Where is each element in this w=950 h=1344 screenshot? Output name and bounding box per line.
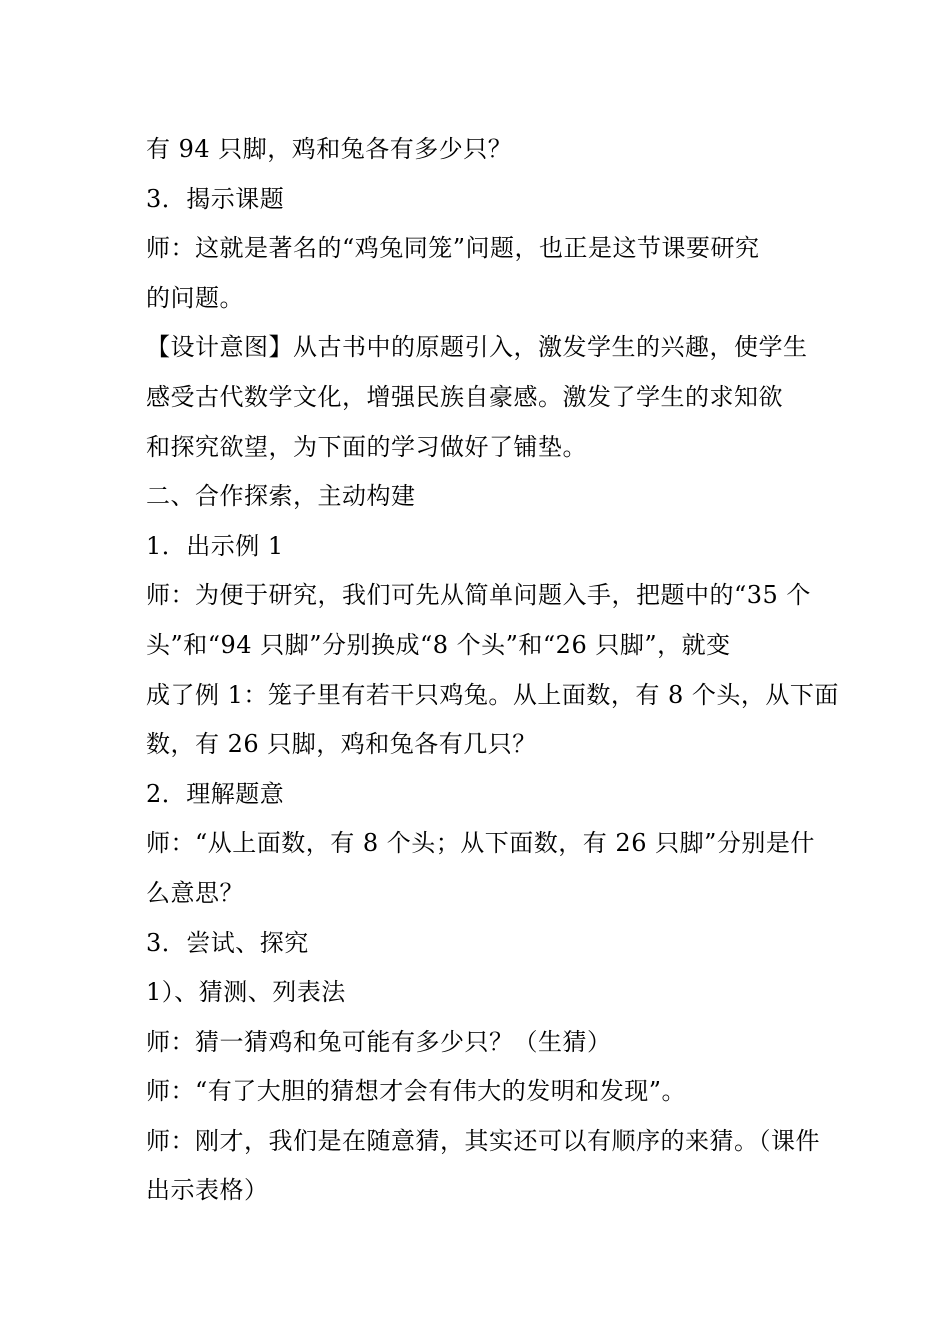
subsection-heading: 1）、猜测、列表法: [146, 978, 346, 1007]
text-line: 数，有 26 只脚，鸡和兔各有几只？: [146, 730, 537, 759]
text-line: 成了例 1：笼子里有若干只鸡兔。从上面数，有 8 个头，从下面: [146, 680, 839, 709]
section-heading: 2．理解题意: [146, 779, 285, 808]
text-line: 师：“从上面数，有 8 个头；从下面数，有 26 只脚”分别是什: [146, 829, 815, 858]
text-line: 出示表格）: [146, 1176, 269, 1205]
text-line: 的问题。: [146, 283, 244, 312]
section-heading: 3．揭示课题: [146, 184, 285, 213]
section-heading: 二、合作探索，主动构建: [146, 482, 416, 511]
text-line: 和探究欲望，为下面的学习做好了铺垫。: [146, 432, 587, 461]
section-heading: 1．出示例 1: [146, 531, 284, 560]
text-line: 师：这就是著名的“鸡兔同笼”问题，也正是这节课要研究: [146, 234, 760, 263]
design-intent-line: 【设计意图】从古书中的原题引入，激发学生的兴趣，使学生: [146, 333, 808, 362]
section-heading: 3．尝试、探究: [146, 928, 309, 957]
text-line: 师：为便于研究，我们可先从简单问题入手，把题中的“35 个: [146, 581, 811, 610]
text-line: 师：猜一猜鸡和兔可能有多少只？（生猜）: [146, 1027, 612, 1056]
document-page: [146, 125, 839, 1216]
text-line: 有 94 只脚，鸡和兔各有多少只？: [146, 135, 513, 163]
text-line: 师：刚才，我们是在随意猜，其实还可以有顺序的来猜。（课件: [146, 1126, 820, 1155]
text-line: 师：“有了大胆的猜想才会有伟大的发明和发现”。: [146, 1077, 687, 1106]
text-line: 头”和“94 只脚”分别换成“8 个头”和“26 只脚”，就变: [146, 630, 731, 659]
text-line: 感受古代数学文化，增强民族自豪感。激发了学生的求知欲: [146, 382, 783, 411]
text-line: 么意思？: [146, 878, 244, 907]
